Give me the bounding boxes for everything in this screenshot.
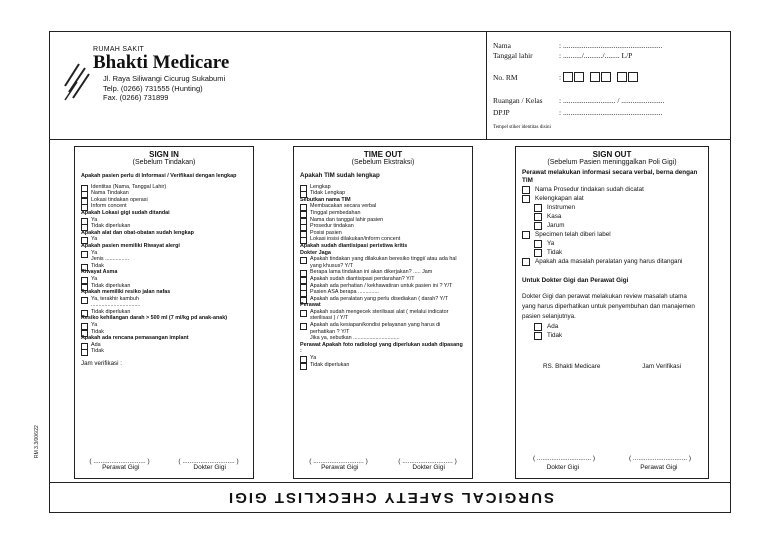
patient-name-row[interactable]: Nama : ..................................................... [493, 41, 663, 50]
checkbox-item[interactable]: Inform concent [81, 203, 247, 210]
checkbox-item[interactable]: Nama dan tanggal lahir pasien [300, 217, 466, 224]
checkbox-item[interactable]: Membacakan secara verbal [300, 203, 466, 210]
sign-in-title: SIGN IN [149, 150, 179, 159]
question: Perawat Apakah foto radiologi yang diperlukan sudah dipasang : [300, 341, 463, 355]
verification-time[interactable]: Jam Verifikasi [642, 363, 682, 370]
sign-out-title: SIGN OUT [592, 150, 632, 159]
checkbox-item[interactable]: Nama Prosedur tindakan sudah dicatat [522, 185, 702, 194]
sign-out-subtitle: (Sebelum Pasien meninggalkan Poli Gigi) [547, 159, 677, 166]
signature-label: Dokter Gigi [193, 464, 226, 472]
question: Perawat melakukan informasi secara verbal, berna dengan TIM [522, 169, 698, 184]
checkbox-item[interactable]: Apakah ada masalah peralatan yang harus ditangani [522, 257, 702, 267]
sign-out-signatures [516, 454, 708, 472]
verification-row [522, 362, 702, 371]
question: Apakah memiliki resiko jalan nafas [81, 289, 171, 296]
checkbox-item[interactable]: Tidak diperlukan [81, 223, 247, 230]
relapse-field[interactable]: ................................. [91, 302, 141, 309]
question: Apakah Lokasi gigi sudah ditandai [81, 209, 170, 216]
checklist-title-band [50, 482, 730, 512]
checkbox-item[interactable]: Nama Tindakan [81, 190, 247, 197]
checkbox-item[interactable]: Apakah sudah diantisipasi perdarahan? Y/T [300, 276, 466, 283]
checkbox-item[interactable]: Tidak [81, 263, 247, 270]
signature-line[interactable]: ( ............................. ) [89, 457, 150, 465]
checkbox-item[interactable]: Ada [81, 342, 247, 349]
checkbox-item[interactable]: Tidak [81, 348, 247, 355]
question: Apakah alat dan obat-obatan sudah lengkap [81, 229, 194, 236]
rm-boxes[interactable] [563, 72, 639, 84]
form-code: RM 3.3/006/22 [34, 425, 40, 458]
checkbox-item[interactable]: Kelengkapan alat [522, 194, 702, 203]
time-out-signatures [294, 459, 472, 472]
hospital-label: RUMAH SAKIT [93, 46, 145, 53]
hospital-address: Jl. Raya Siliwangi Cicurug Sukabumi Telp. (0266) 731555 (Hunting) Fax. (0266) 731899 [103, 74, 226, 102]
checkbox-item[interactable]: Apakah ada perhatian / kekhawatiran untuk pasien ini ? Y/T [300, 283, 466, 290]
review-text: Dokter Gigi dan perawat melakukan review masalah utama yang harus diperhatikan untuk penyembuhan dan manajemen pasien selanjutnya. [522, 293, 695, 320]
question: Apakah pasien perlu di Informasi / Verifikasi dengan lengkap [81, 173, 237, 179]
checkbox-item[interactable]: Berapa lama tindakan ini akan dikerjakan? ..... Jam [300, 269, 466, 276]
hospital-name: Bhakti Medicare [93, 52, 230, 73]
hospital-logo-icon [63, 56, 91, 104]
checkbox-item[interactable]: Ya [81, 250, 247, 257]
allergy-type-field[interactable]: Jenis ................ [91, 256, 130, 263]
sticker-note: Tempel stiker identitas disini [493, 125, 551, 130]
question: Apakah sudah diantisipasi peristiwa kritis [300, 242, 408, 249]
checkbox-item[interactable]: Prosedur tindakan [300, 223, 466, 230]
sign-in-signatures [75, 459, 253, 472]
checkbox-item[interactable]: Lokasi tindakan operasi [81, 197, 247, 204]
checkbox-item[interactable]: Apakah sudah mengecek sterilisasi alat ( melalui indicator sterilisasi ) / Y/T [300, 309, 466, 322]
checkbox-item[interactable]: Specimen telah diberi label [522, 230, 702, 239]
checkbox-item[interactable]: Tidak [522, 248, 702, 257]
checkbox-item[interactable]: Lengkap [300, 184, 466, 191]
signature-line[interactable]: ( .............................. ) [628, 455, 692, 462]
checkbox-item[interactable]: Tidak diperlukan [81, 309, 247, 316]
checkbox-item[interactable]: Ya [81, 236, 247, 243]
signature-line[interactable]: ( ............................ ) [309, 457, 368, 465]
question: Untuk Dokter Gigi dan Perawat Gigi [522, 277, 629, 284]
checkbox-item[interactable]: Tidak Lengkap [300, 190, 466, 197]
question: Perawat [300, 302, 321, 309]
checkbox-item[interactable]: Lokasi insisi dilakukan/inform concent [300, 236, 466, 243]
question: Apakah pasien memiliki Riwayat alergi [81, 242, 180, 249]
sign-out-panel [515, 146, 709, 479]
signature-line[interactable]: ( .............................. ) [532, 455, 596, 462]
question: Resiko kehilangan darah > 500 ml (7 ml/kg pd anak-anak) [81, 315, 228, 322]
signature-line[interactable]: ( ............................. ) [178, 457, 239, 465]
time-out-title: TIME OUT [363, 150, 403, 159]
checkbox-item[interactable]: Tidak [522, 331, 702, 340]
checkbox-item[interactable]: Apakah tindakan yang dilakukan beresiko tinggi/ atau ada hal yang khusus? Y/T [300, 256, 466, 269]
checkbox-item[interactable]: Tidak diperlukan [81, 283, 247, 290]
checkbox-item[interactable]: Ya [522, 239, 702, 248]
checkbox-item[interactable]: Ya [81, 322, 247, 329]
hospital-brand [93, 46, 229, 103]
signature-label: Perawat Gigi [640, 464, 678, 471]
checkbox-item[interactable]: Tinggal pembedahan [300, 210, 466, 217]
checkbox-item[interactable]: Apakah ada kesiapan/kondisi pelayanan yang harus di perhatikan ? Y/T [300, 322, 466, 335]
checklist-title: SURGICAL SAFETY CHECKLIST GIGI [226, 489, 554, 506]
question: Apakah TIM sudah lengkap [300, 172, 380, 179]
signature-label: Perawat Gigi [102, 464, 140, 472]
checkbox-item[interactable]: Tidak [81, 329, 247, 336]
checkbox-item[interactable]: Kasa [522, 212, 702, 221]
signature-label: Dokter Gigi [412, 464, 445, 472]
checkbox-item[interactable]: Jarum [522, 221, 702, 230]
signature-label: Perawat Gigi [321, 464, 359, 472]
question: Sebutkan nama TIM [300, 196, 351, 203]
checkbox-item[interactable]: Ada [522, 322, 702, 331]
patient-identity [486, 32, 730, 139]
checkbox-item[interactable]: Apakah ada peralatan yang perlu disediakan ( darah? Y/T [300, 296, 466, 303]
question: Dokter Jaga [300, 249, 331, 256]
sign-in-panel [74, 146, 254, 479]
question: Riwayat Asma [81, 269, 118, 276]
patient-rm-row[interactable]: No. RM : [493, 72, 639, 84]
patient-dpjp-row[interactable]: DPJP : ..................................................... [493, 108, 663, 117]
checkbox-item[interactable]: Instrumen [522, 203, 702, 212]
question: Apakah ada rencana pemasangan implant [81, 335, 189, 342]
time-out-subtitle: (Sebelum Ekstraksi) [351, 159, 415, 166]
signature-label: Dokter Gigi [546, 464, 580, 471]
checkbox-item[interactable]: Posisi pasien [300, 230, 466, 237]
hospital-verify-label: RS. Bhakti Medicare [542, 363, 601, 370]
form-sheet [49, 31, 731, 513]
checkbox-item[interactable]: Ya [300, 355, 466, 362]
checkbox-item[interactable]: Pasien ASA berapa .............. [300, 289, 466, 296]
signature-line[interactable]: ( ............................ ) [398, 457, 457, 465]
specify-field[interactable]: Jika ya, sebutkan ............................... [310, 335, 400, 342]
checkbox-item[interactable]: Tidak diperlukan [300, 362, 466, 369]
time-out-panel [293, 146, 473, 479]
verification-time[interactable]: Jam verifikasi : [81, 360, 122, 368]
sign-in-subtitle: (Sebelum Tindakan) [132, 159, 196, 166]
patient-room-row[interactable]: Ruangan / Kelas : ............................ / ....................... [493, 96, 665, 105]
header [50, 32, 730, 140]
patient-dob-row[interactable]: Tanggal lahir : ........../........../........ L/P [493, 51, 633, 60]
checkbox-item[interactable]: Ya [81, 276, 247, 283]
checkbox-item[interactable]: Ya [81, 217, 247, 224]
checkbox-item[interactable]: Ya, terakhir kambuh [81, 296, 247, 303]
checkbox-item[interactable]: Identitas (Nama, Tanggal Lahir) [81, 184, 247, 191]
